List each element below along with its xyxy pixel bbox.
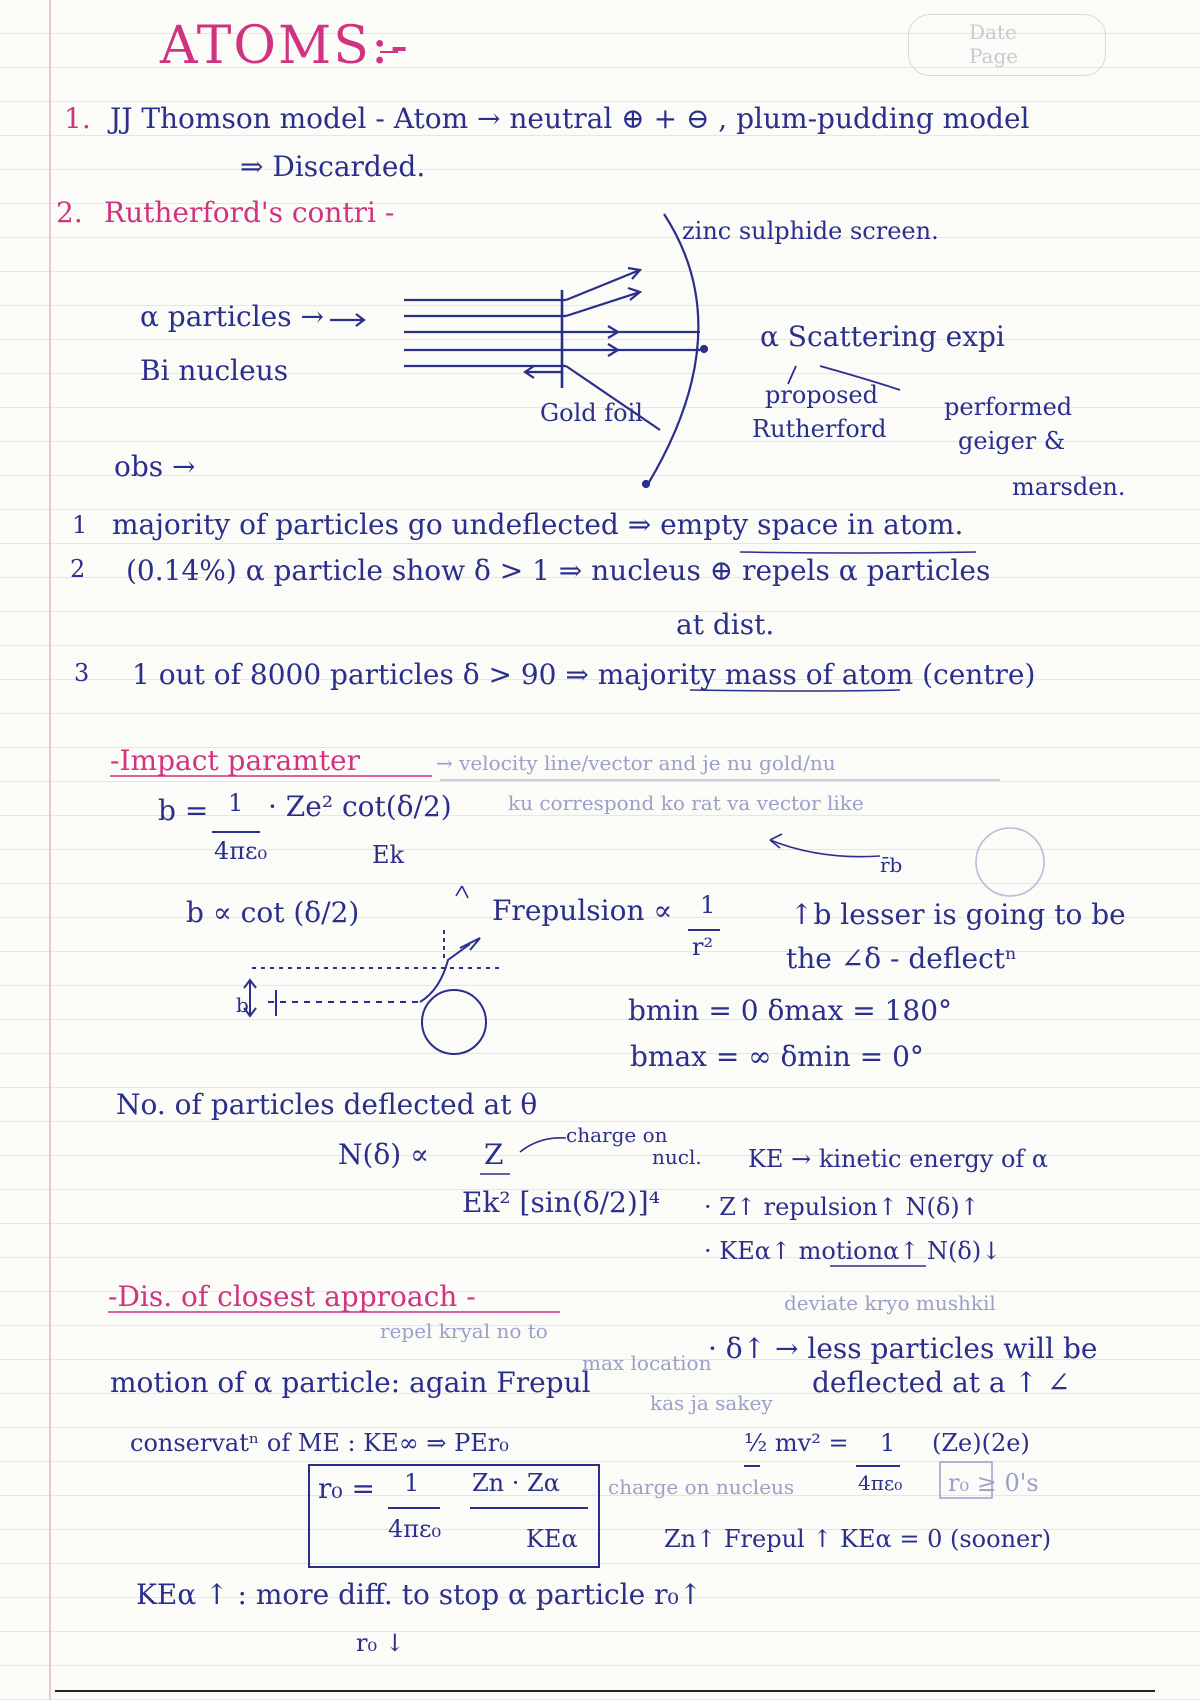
conservation-text: conservatⁿ of ME : KE∞ ⇒ PEr₀ <box>130 1429 509 1457</box>
frep-arrow <box>456 886 468 898</box>
zinc-screen-label: zinc sulphide screen. <box>682 217 939 245</box>
scattering-expt-label: α Scattering expi <box>760 320 1005 353</box>
rhs-numerator-one: 1 <box>880 1429 896 1457</box>
frep-numerator: 1 <box>700 891 716 919</box>
observation-underlines <box>690 552 976 691</box>
impact-parameter-heading: -Impact paramter <box>110 744 360 777</box>
thomson-model-text: JJ Thomson model - Atom → neutral ⊕ + ⊖ , plum-pudding model <box>110 102 1030 135</box>
rhs-charges: (Ze)(2e) <box>932 1429 1030 1457</box>
geiger-label: geiger & <box>958 427 1066 455</box>
number-deflected-heading: No. of particles deflected at θ <box>116 1088 538 1121</box>
r0-decreases-note: r₀ ↓ <box>356 1629 405 1657</box>
item-number-2: 2. <box>56 196 83 229</box>
obs-number: 1 <box>72 511 88 539</box>
impact-note-2: ku correspond ko rat va vector like <box>508 791 864 815</box>
ke-more-diff-note: KEα ↑ : more diff. to stop α particle r₀↑ <box>136 1578 703 1611</box>
item-number-1: 1. <box>64 102 91 135</box>
half-mv-squared: ½ mv² = <box>744 1429 849 1457</box>
rutherford-apparatus-diagram <box>330 214 707 487</box>
b-equation-lhs: b = <box>158 794 209 827</box>
box-r0-lhs: r₀ = <box>318 1472 375 1505</box>
charge-on-note: charge on <box>566 1123 668 1147</box>
obs-label: obs → <box>114 450 196 483</box>
max-location-note: max location <box>582 1351 712 1375</box>
z-repulsion-note: · Z↑ repulsion↑ N(δ)↑ <box>704 1193 980 1221</box>
fraction-bars <box>0 832 720 1512</box>
deflected-note: deflected at a ↑ ∠ <box>812 1366 1071 1399</box>
rb-vector-label: r̄b <box>880 853 903 877</box>
bi-nucleus-label: Bi nucleus <box>140 354 289 387</box>
lesser-note-2: the ∠δ - deflectⁿ <box>786 942 1018 975</box>
lesser-note-1: ↑b lesser is going to be <box>790 898 1126 931</box>
gold-foil-label: Gold foil <box>540 399 643 427</box>
observation-text: (0.14%) α particle show δ > 1 ⇒ nucleus ⊕ repels α particles <box>126 554 991 587</box>
closest-approach-heading: -Dis. of closest approach - <box>108 1280 476 1313</box>
rhs-denominator: 4πε₀ <box>858 1471 903 1495</box>
b-proportional-cot: b ∝ cot (δ/2) <box>186 896 360 929</box>
observation-text: 1 out of 8000 particles δ > 90 ⇒ majority mass of atom (centre) <box>132 658 1036 691</box>
box-charge-product: Zn · Zα <box>472 1469 560 1497</box>
r0-tag: r₀ ≥ 0's <box>948 1469 1039 1497</box>
ke-motion-note: · KEα↑ motionα↑ N(δ)↓ <box>704 1237 1002 1265</box>
charge-on-nucleus-note: charge on nucleus <box>608 1475 795 1499</box>
rutherford-name-label: Rutherford <box>752 415 887 443</box>
n-delta-lhs: N(δ) ∝ <box>338 1138 430 1171</box>
stamp-page-label: Page <box>969 44 1019 68</box>
stamp-date-label: Date <box>969 20 1017 44</box>
repel-note: repel kryal no to <box>380 1319 548 1343</box>
motion-underlines <box>108 1266 926 1312</box>
page-title: ATOMS:- <box>160 16 410 76</box>
box-frac-numerator: 1 <box>404 1469 420 1497</box>
impact-note-1: → velocity line/vector and je nu gold/nu <box>436 751 836 775</box>
bmax-text: bmax = ∞ δmin = 0° <box>630 1040 924 1073</box>
obs-number: 3 <box>74 659 90 687</box>
n-delta-denominator: Ek² [sin(δ/2)]⁴ <box>462 1186 660 1219</box>
zn-frepul-note: Zn↑ Frepul ↑ KEα = 0 (sooner) <box>664 1525 1052 1553</box>
velocity-vector-sketch <box>770 828 1044 896</box>
r0-tag-box <box>940 1462 992 1498</box>
charge-pointer <box>480 1138 566 1174</box>
z-numerator: Z <box>484 1138 504 1171</box>
frepulsion-label: Frepulsion ∝ <box>492 894 673 927</box>
observation-text: at dist. <box>676 608 775 641</box>
impact-parameter-diagram <box>244 930 500 1054</box>
observation-text: majority of particles go undeflected ⇒ empty space in atom. <box>112 508 964 541</box>
ke-definition: KE → kinetic energy of α <box>748 1145 1049 1173</box>
b-frac-numerator: 1 <box>228 789 244 817</box>
motion-text: motion of α particle: again Frepul <box>110 1366 591 1399</box>
delta-less-note: · δ↑ → less particles will be <box>708 1332 1098 1365</box>
box-frac-denominator: 4πε₀ <box>388 1515 442 1543</box>
deviate-note: deviate kryo mushkil <box>784 1291 996 1315</box>
sakey-note: kas ja sakey <box>650 1391 773 1415</box>
proposed-label: proposed <box>765 381 878 409</box>
frep-denominator: r² <box>692 933 714 961</box>
bmin-text: bmin = 0 δmax = 180° <box>628 994 953 1027</box>
nucl-note: nucl. <box>652 1145 702 1169</box>
rutherford-heading: Rutherford's contri - <box>104 196 395 229</box>
marsden-label: marsden. <box>1012 473 1126 501</box>
scattering-branch-lines <box>788 366 900 390</box>
b-diagram-label: b <box>236 993 249 1017</box>
alpha-particles-label: α particles → <box>140 300 324 333</box>
box-fraction-bars <box>388 1466 903 1508</box>
b-equation-rhs: · Ze² cot(δ/2) <box>268 790 452 823</box>
discarded-text: ⇒ Discarded. <box>240 150 426 183</box>
box-ke-alpha: KEα <box>526 1525 578 1553</box>
b-frac-denominator: 4πε₀ <box>214 837 268 865</box>
obs-number: 2 <box>70 555 86 583</box>
page-bottom-rule <box>55 1690 1155 1692</box>
b-equation-ek: Ek <box>372 841 405 869</box>
performed-label: performed <box>944 393 1073 421</box>
